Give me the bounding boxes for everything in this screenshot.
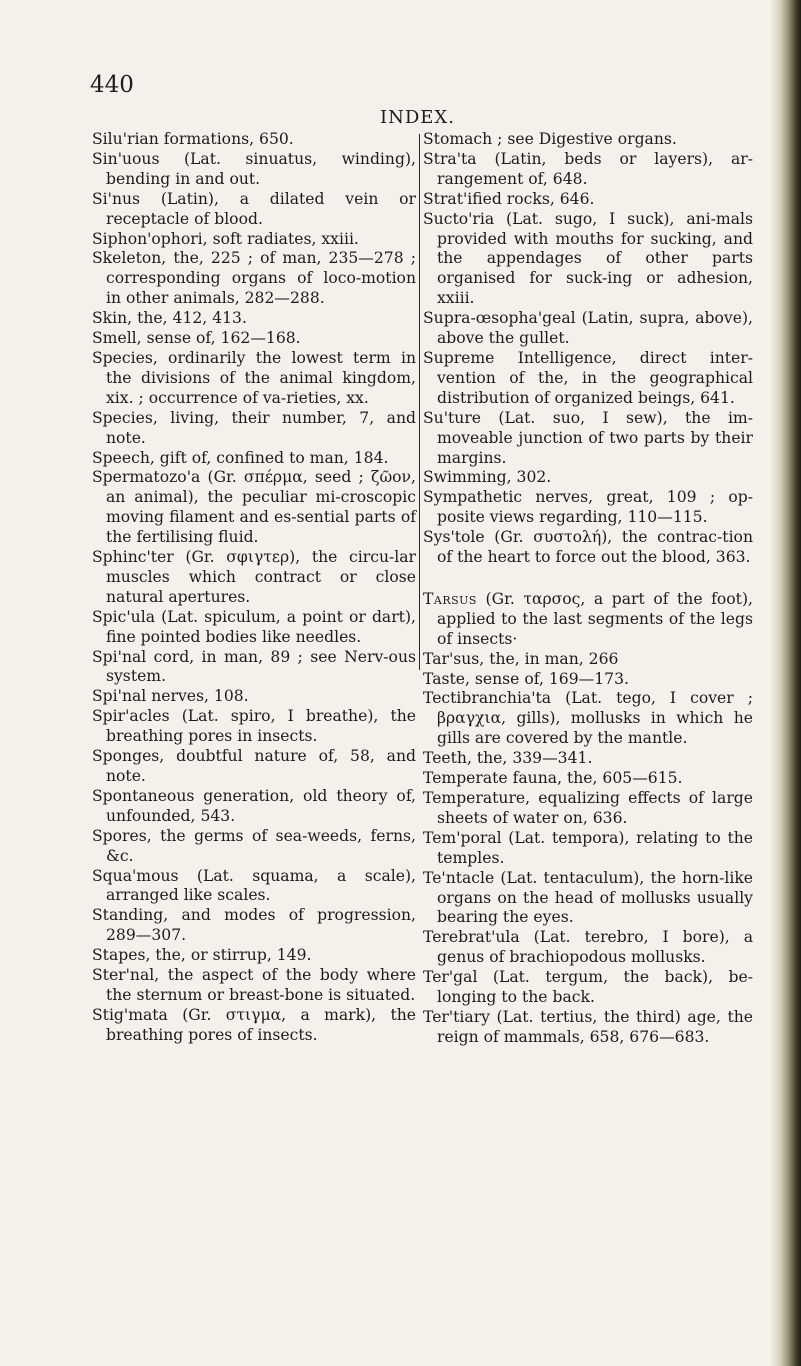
- index-entry: Spi'nal nerves, 108.: [92, 687, 249, 706]
- index-entry: Species, living, their number, 7, and note.: [92, 408, 416, 447]
- index-entry: Swimming, 302.: [423, 468, 552, 487]
- index-entry: Sponges, doubtful nature of, 58, and note.: [92, 747, 416, 785]
- index-entry: Taste, sense of, 169—173.: [423, 669, 629, 688]
- page-binding-edge: [771, 0, 801, 1366]
- index-entry: Te'ntacle (Lat. tentaculum), the horn-like organs on the head of mollusks usually bearing the eyes.: [423, 868, 753, 927]
- index-entry: Sympathetic nerves, great, 109 ; op-posite views regarding, 110—115.: [423, 488, 753, 527]
- index-entry: Strat'ified rocks, 646.: [423, 189, 595, 208]
- page-number: 440: [90, 72, 134, 98]
- index-entry: Smell, sense of, 162—168.: [92, 329, 301, 348]
- index-entry: Tem'poral (Lat. tempora), relating to the temples.: [423, 828, 753, 867]
- left-column: [92, 130, 416, 1046]
- index-entry: Ter'tiary (Lat. tertius, the third) age, the reign of mammals, 658, 676—683.: [423, 1007, 753, 1046]
- index-entry: Temperature, equalizing effects of large sheets of water on, 636.: [423, 789, 753, 827]
- index-entry: Temperate fauna, the, 605—615.: [423, 769, 683, 788]
- tarsus-headword: Tarsus: [423, 589, 477, 608]
- index-entry: Sphinc'ter (Gr. σφιγτερ), the circu-lar muscles which contract or close natural apertures.: [92, 548, 416, 606]
- index-entry: Supra-œsopha'geal (Latin, supra, above), above the gullet.: [423, 309, 753, 348]
- index-entry: Spir'acles (Lat. spiro, I breathe), the breathing pores in insects.: [92, 707, 416, 746]
- index-entry: Sin'uous (Lat. sinuatus, winding), bending in and out.: [92, 149, 416, 188]
- index-entry: Squa'mous (Lat. squama, a scale), arranged like scales.: [92, 866, 416, 905]
- column-divider: [419, 134, 420, 670]
- index-entry: Species, ordinarily the lowest term in the divisions of the animal kingdom, xix. ; occurrence of va-rieties, xx.: [92, 348, 416, 407]
- index-entry: Silu'rian formations, 650.: [92, 130, 294, 148]
- index-entry: Spermatozo'a (Gr. σπέρμα, seed ; ζῶον, an animal), the peculiar mi-croscopic moving filament and es-sential parts of the fertilising fluid.: [92, 468, 416, 547]
- index-entry: Ster'nal, the aspect of the body where the sternum or breast-bone is situated.: [92, 966, 416, 1004]
- tarsus-definition: (Gr. ταρσος, a part of the foot), applied to the last segments of the legs of insects·: [437, 589, 753, 648]
- index-entry: Spic'ula (Lat. spiculum, a point or dart), fine pointed bodies like needles.: [92, 607, 416, 646]
- right-column: [423, 130, 753, 1048]
- index-entry: Si'nus (Latin), a dilated vein or receptacle of blood.: [92, 189, 416, 228]
- index-entry: Standing, and modes of progression, 289—307.: [92, 906, 416, 945]
- index-entry: Speech, gift of, confined to man, 184.: [92, 448, 389, 467]
- index-entry: Sys'tole (Gr. συστολή), the contrac-tion of the heart to force out the blood, 363.: [423, 528, 753, 567]
- index-entry: Tar'sus, the, in man, 266: [423, 649, 619, 668]
- index-entry: Stomach ; see Digestive organs.: [423, 130, 677, 148]
- index-entry: Skin, the, 412, 413.: [92, 309, 247, 328]
- index-entry-tarsus: [423, 590, 753, 650]
- index-entry: Su'ture (Lat. suo, I sew), the im-moveable junction of two parts by their margins.: [423, 408, 753, 467]
- index-entry: Siphon'ophori, soft radiates, xxiii.: [92, 229, 359, 248]
- index-entry: Stig'mata (Gr. στιγμα, a mark), the breathing pores of insects.: [92, 1005, 416, 1044]
- index-entry: Supreme Intelligence, direct inter-vention of the, in the geographical distribution of organized beings, 641.: [423, 348, 753, 407]
- index-entry: Tectibranchia'ta (Lat. tego, I cover ; βραγχια, gills), mollusks in which he gills are covered by the mantle.: [423, 689, 753, 748]
- index-entry: Skeleton, the, 225 ; of man, 235—278 ; corresponding organs of loco-motion in other animals, 282—288.: [92, 249, 416, 308]
- index-entry: Terebrat'ula (Lat. terebro, I bore), a genus of brachiopodous mollusks.: [423, 928, 753, 967]
- index-entry: Spores, the germs of sea-weeds, ferns, &c.: [92, 826, 416, 865]
- index-entry: Ter'gal (Lat. tergum, the back), be-longing to the back.: [423, 968, 753, 1007]
- index-entry: Teeth, the, 339—341.: [423, 749, 593, 768]
- running-head: INDEX.: [380, 107, 455, 128]
- index-entry: Sucto'ria (Lat. sugo, I suck), ani-mals provided with mouths for sucking, and the appendages of other parts organised for suck-ing or adhesion, xxiii.: [423, 209, 753, 308]
- index-entry: Spi'nal cord, in man, 89 ; see Nerv-ous system.: [92, 647, 416, 686]
- index-entry: Stapes, the, or stirrup, 149.: [92, 946, 312, 965]
- index-entry: Stra'ta (Latin, beds or layers), ar-rangement of, 648.: [423, 149, 753, 188]
- index-entry: Spontaneous generation, old theory of, unfounded, 543.: [92, 786, 416, 825]
